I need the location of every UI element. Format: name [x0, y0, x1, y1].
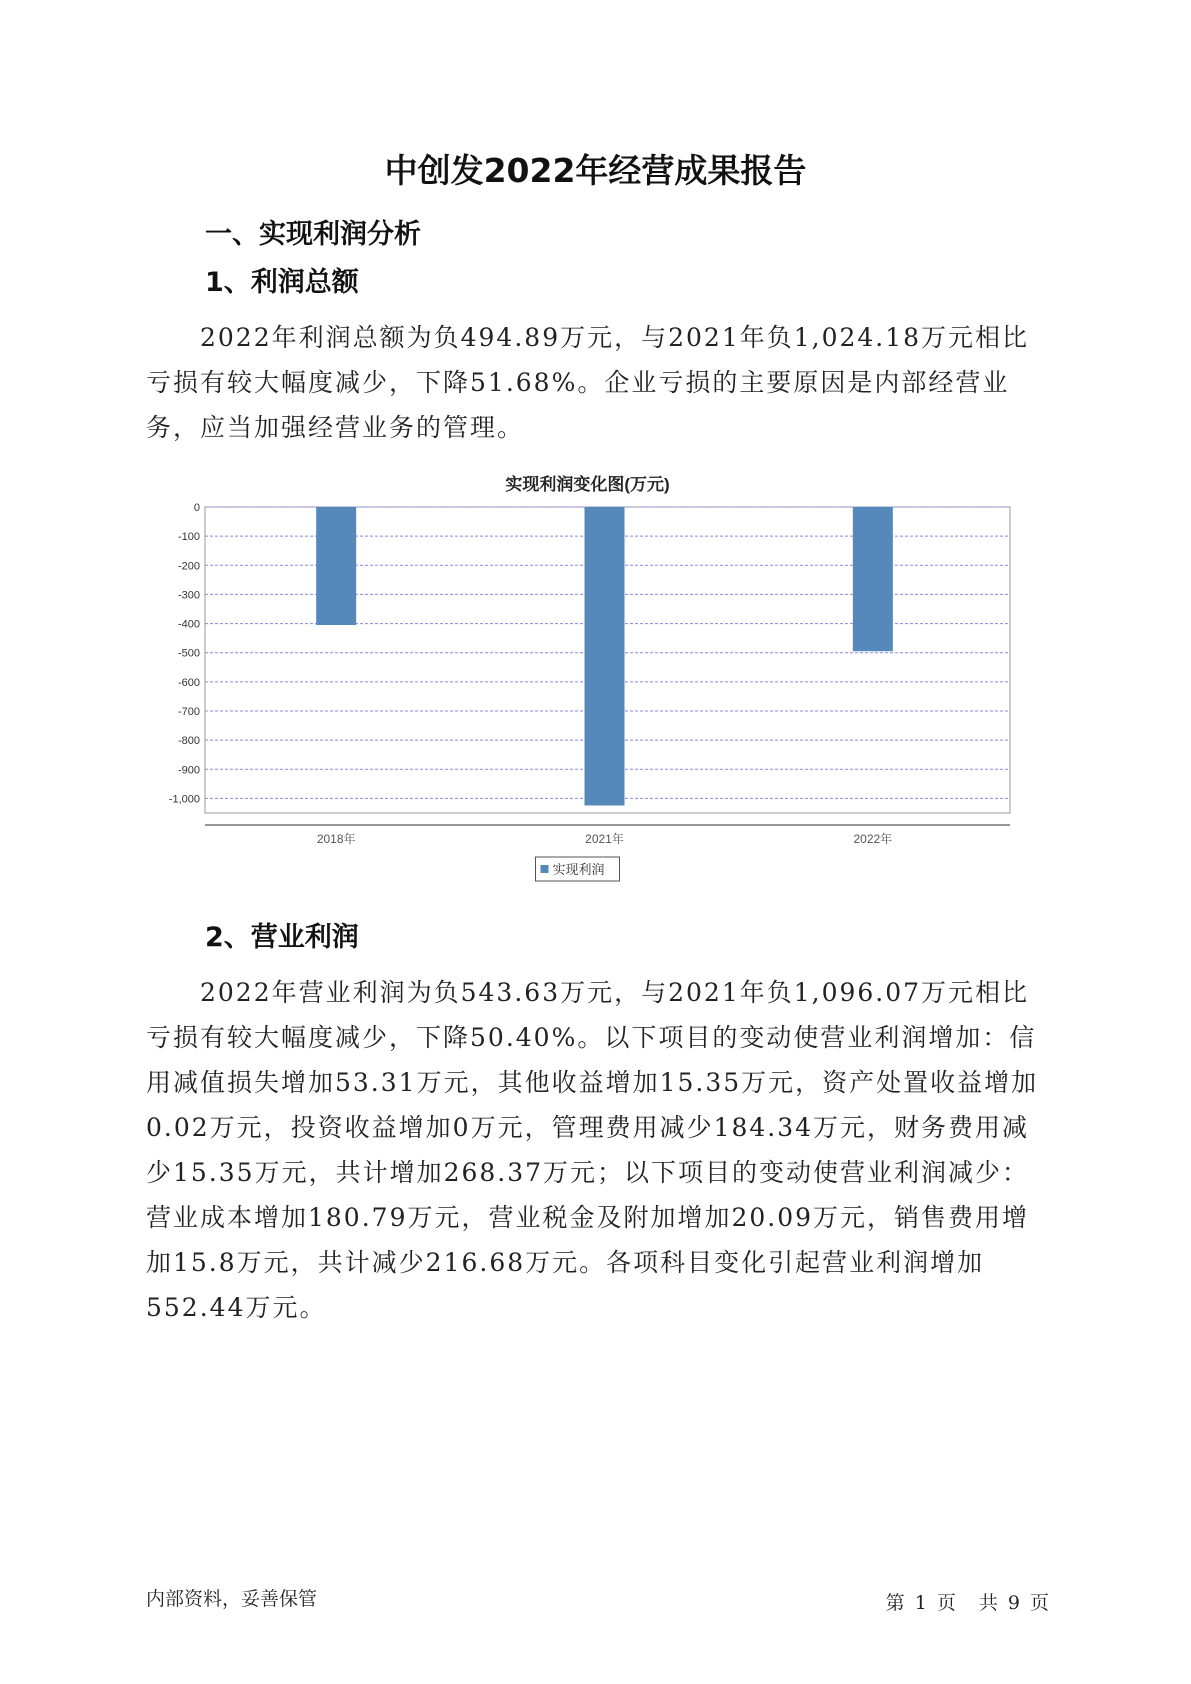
footer-page-number: 第 1 页 共 9 页 [885, 1592, 1051, 1614]
section-heading-profit-analysis: 一、实现利润分析 [205, 219, 421, 250]
y-tick-label: -400 [177, 618, 200, 631]
x-tick-label: 2021年 [585, 832, 624, 846]
y-tick-label: 0 [193, 502, 200, 514]
operating-profit-paragraph: 2022年营业利润为负543.63万元，与2021年负1,096.07万元相比亏损有较大幅度减少，下降50.40%。以下项目的变动使营业利润增加：信用减值损失增加53.31万元，其他收益增加15.35万元，资产处置收益增加0.02万元，投资收益增加0万元，管理费用减少184.34万元，财务费用减少15.35万元，共计增加268.37万元；以下项目的变动使营业利润减少：营业成本增加180.79万元，营业税金及附加增加20.09万元，销售费用增加15.8万元，共计减少216.68万元。各项科目变化引起营业利润增加552.44万元。 [146, 978, 1039, 1322]
y-tick-label: -800 [177, 735, 200, 748]
bar [585, 507, 625, 805]
subsection-heading-operating-profit: 2、营业利润 [205, 922, 359, 953]
profit-change-chart [150, 475, 1030, 955]
footer-confidential-note: 内部资料，妥善保管 [146, 1588, 318, 1610]
bar [316, 507, 356, 625]
chart-title: 实现利润变化图(万元) [505, 475, 670, 494]
y-tick-label: -900 [177, 764, 200, 777]
legend-swatch [541, 865, 549, 873]
y-tick-label: -1,000 [168, 793, 200, 806]
document-title: 中创发2022年经营成果报告 [384, 151, 807, 190]
y-tick-label: -500 [177, 647, 200, 660]
y-tick-label: -200 [177, 560, 200, 573]
legend-label: 实现利润 [552, 862, 605, 877]
x-tick-label: 2018年 [316, 832, 356, 846]
subsection-heading-total-profit: 1、利润总额 [205, 267, 359, 298]
x-tick-label: 2022年 [853, 832, 893, 846]
total-profit-paragraph: 2022年利润总额为负494.89万元，与2021年负1,024.18万元相比亏损有较大幅度减少，下降51.68%。企业亏损的主要原因是内部经营业务，应当加强经营业务的管理。 [146, 323, 1030, 442]
y-tick-label: -600 [177, 676, 200, 689]
y-tick-label: -300 [177, 589, 200, 602]
y-tick-label: -700 [177, 706, 200, 718]
y-tick-label: -100 [177, 531, 200, 544]
bar [853, 507, 893, 651]
